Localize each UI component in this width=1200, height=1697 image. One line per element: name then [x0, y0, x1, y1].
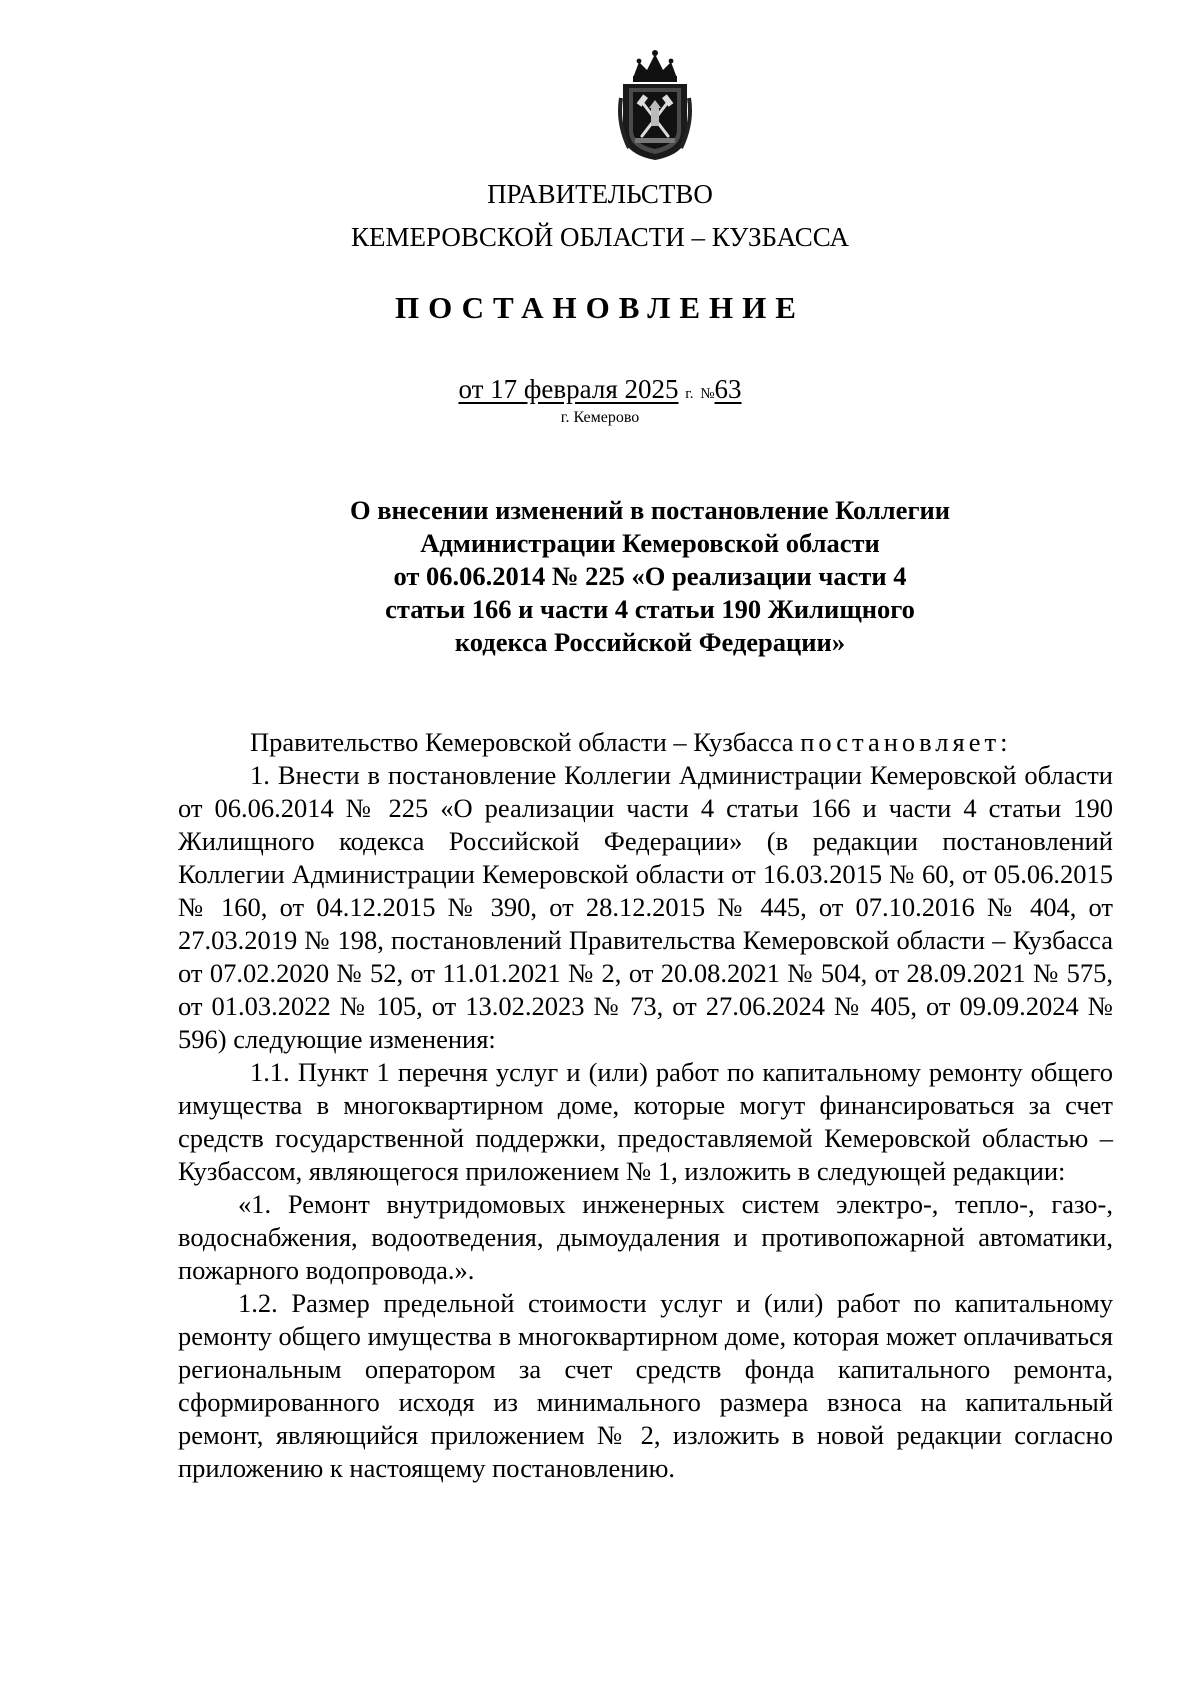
document-body — [178, 726, 1113, 1485]
kemerovo-coat-of-arms-icon — [615, 48, 695, 163]
paragraph-quote: «1. Ремонт внутридомовых инженерных систем электро-, тепло-, газо-, водоснабжения, водоотведения, дымоудаления и противопожарной автоматики, пожарного водопровода.». — [178, 1189, 1113, 1285]
preamble-paragraph — [178, 726, 1113, 759]
organization-name-line-1: ПРАВИТЕЛЬСТВО — [487, 179, 713, 209]
document-title — [300, 494, 1000, 659]
date-number-line — [0, 372, 1200, 411]
paragraph-1-1: 1.1. Пункт 1 перечня услуг и (или) работ по капитальному ремонту общего имущества в многоквартирном доме, которые могут финансироваться за счет средств государственной поддержки, предоставляемой Кемеровской областью – Кузбассом, являющегося приложением № 1, изложить в следующей редакции: — [178, 1057, 1113, 1186]
document-type-heading: ПОСТАНОВЛЕНИЕ — [395, 290, 805, 325]
title-line: кодекса Российской Федерации» — [454, 627, 846, 657]
paragraph-1: 1. Внести в постановление Коллегии Администрации Кемеровской области от 06.06.2014 № 225 «О реализации части 4 статьи 166 и части 4 статьи 190 Жилищного кодекса Российской Федерации» (в редакции постановлений Коллегии Администрации Кемеровской области от 16.03.2015 № 60, от 05.06.2015 № 160, от 04.12.2015 № 390, от 28.12.2015 № 445, от 07.10.2016 № 404, от 27.03.2019 № 198, постановлений Правительства Кемеровской области – Кузбасса от 07.02.2020 № 52, от 11.01.2021 № 2, от 20.08.2021 № 504, от 28.09.2021 № 575, от 01.03.2022 № 105, от 13.02.2023 № 73, от 27.06.2024 № 405, от 09.09.2024 № 596) следующие изменения: — [178, 760, 1113, 1054]
document-number: 63 — [714, 374, 742, 404]
paragraph-1-2: 1.2. Размер предельной стоимости услуг и (или) работ по капитальному ремонту общего имущества в многоквартирном доме, которая может оплачиваться региональным оператором за счет средств фонда капитального ремонта, сформированного исходя из минимального размера взноса на капитальный ремонт, являющийся приложением № 2, изложить в новой редакции согласно приложению к настоящему постановлению. — [178, 1288, 1113, 1483]
title-line: О внесении изменений в постановление Коллегии — [349, 495, 951, 525]
organization-name-line-2: КЕМЕРОВСКОЙ ОБЛАСТИ – КУЗБАССА — [351, 222, 849, 252]
preamble-colon: : — [1000, 727, 1008, 757]
title-line: от 06.06.2014 № 225 «О реализации части 4 — [393, 561, 907, 591]
preamble-text: Правительство Кемеровской области – Кузбасса — [250, 727, 801, 757]
title-line: статьи 166 и части 4 статьи 190 Жилищного — [385, 594, 915, 624]
date-year-suffix: г. — [685, 386, 694, 402]
city-label: г. Кемерово — [560, 409, 640, 426]
number-sign: № — [700, 386, 715, 402]
title-line: Администрации Кемеровской области — [420, 528, 880, 558]
preamble-verb: постановляет — [800, 727, 1001, 757]
document-date: от 17 февраля 2025 — [458, 374, 679, 404]
